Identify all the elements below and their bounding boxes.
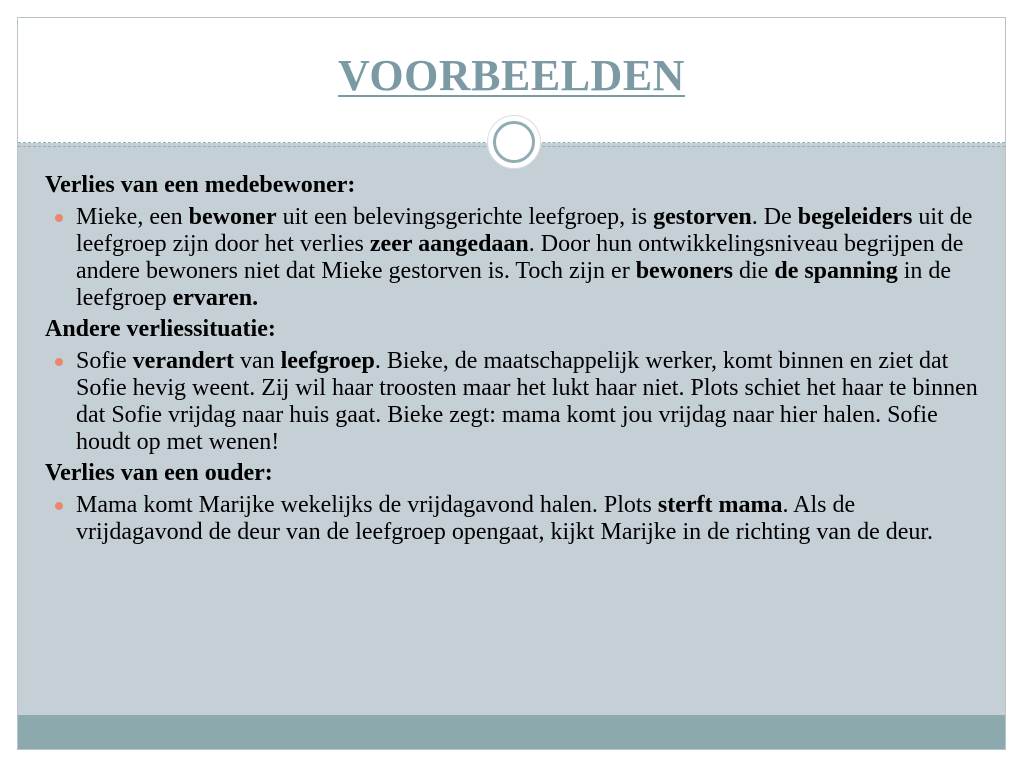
bullet-item xyxy=(45,204,980,312)
section-heading: Andere verliessituatie: xyxy=(45,316,276,342)
bullet-dot-icon xyxy=(55,358,63,366)
section-heading: Verlies van een ouder: xyxy=(45,460,273,486)
bullet-item xyxy=(45,492,980,546)
bullet-dot-icon xyxy=(55,502,63,510)
section-heading: Verlies van een medebewoner: xyxy=(45,172,356,198)
bullet-text: Mama komt Marijke wekelijks de vrijdagavond halen. Plots sterft mama. Als de vrijdagavond de deur van de leefgroep opengaat, kijkt Marijke in de richting van de deur. xyxy=(76,492,934,545)
slide-content xyxy=(45,172,980,550)
slide-title: VOORBEELDEN xyxy=(338,51,685,100)
bullet-text: Mieke, een bewoner uit een belevingsgerichte leefgroep, is gestorven. De begeleiders uit de leefgroep zijn door het verlies zeer aangedaan. Door hun ontwikkelingsniveau begrijpen de andere bewoners niet dat Mieke gestorven is. Toch zijn er bewoners die de spanning in de leefgroep ervaren. xyxy=(76,204,973,311)
bullet-item xyxy=(45,348,980,456)
bullet-text: Sofie verandert van leefgroep. Bieke, de maatschappelijk werker, komt binnen en ziet dat Sofie hevig weent. Zij wil haar troosten maar het lukt haar niet. Plots schiet het haar te binnen dat Sofie vrijdag naar huis gaat. Bieke zegt: mama komt jou vrijdag naar hier halen. Sofie houdt op met wenen! xyxy=(76,348,978,455)
slide xyxy=(17,17,1006,750)
footer-band xyxy=(18,715,1005,749)
divider-ring-icon xyxy=(493,121,535,163)
bullet-dot-icon xyxy=(55,214,63,222)
